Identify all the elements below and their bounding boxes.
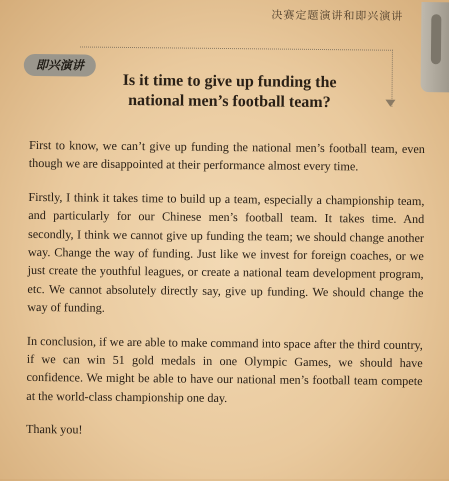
title-line-1: Is it time to give up funding the bbox=[122, 71, 337, 92]
paragraph-conclusion: In conclusion, if we are able to make command into space after the third country, if we can win 51 gold medals in one Olympic Games, we should have confidence. We might be able to have our national men’s football team compete at the world-class championship one day. bbox=[26, 333, 423, 405]
paragraph-intro: First to know, we can’t give up funding the national men’s football team, even though we are disappointed at their performance almost every time. bbox=[28, 137, 426, 174]
running-header: 决赛定题演讲和即兴演讲 bbox=[271, 8, 404, 23]
microphone-icon bbox=[421, 2, 449, 92]
arrow-down-icon bbox=[385, 100, 395, 107]
paragraph-closing: Thank you! bbox=[25, 422, 83, 437]
speech-body bbox=[26, 136, 425, 458]
title-line-2: national men’s football team? bbox=[128, 91, 331, 112]
section-badge: 即兴演讲 bbox=[24, 54, 96, 77]
speech-title bbox=[99, 71, 359, 114]
paragraph-argument: Firstly, I think it takes time to build up a team, especially a championship team, and particularly for our Chinese men’s football team. It takes time. And secondly, I think we cannot give up funding the team; we should change another way. Change the way of funding. Just like we invest for foreign coaches, or we just create the youthful leagues, or create a national team development program, etc. We cannot absolutely directly say, give up funding. We should change the way of funding. bbox=[27, 189, 425, 315]
